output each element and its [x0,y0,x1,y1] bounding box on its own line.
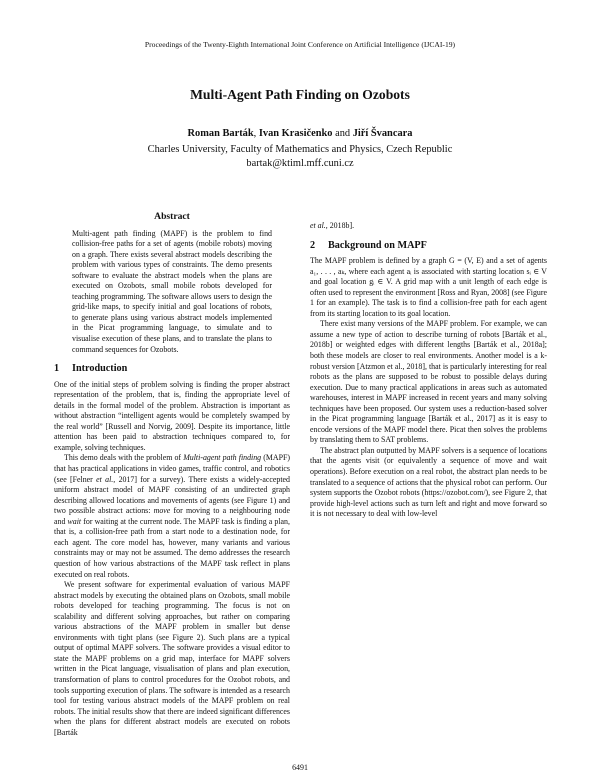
section-title: Introduction [72,363,128,375]
paper-title: Multi-Agent Path Finding on Ozobots [190,87,410,102]
paragraph: The abstract plan outputted by MAPF solvers is a sequence of locations that the agents visit (or equivalently a sequence of move and wait operations). Before execution on a real robot, the abstract plan needs to be translated to a sequence of actions that the physical robot can perform. Our system supports the Ozobot robots (https://ozobot.com/), see Figure 2, that provide high-level actions such as turn left and right and move forward so it is not necessary to deal with low-level [310,445,547,519]
section-heading [310,241,547,252]
abstract-heading: Abstract [154,211,190,222]
paragraph: We present software for experimental evaluation of various MAPF abstract models by executing the obtained plans on Ozobots, small mobile robots developed for teaching programming. The focus is not on scalability and different solving approaches, but rather on comparing various abstractions of the MAPF problem in smaller but dense environments with tight plans (see Figure 2). Such plans are a typical output of optimal MAPF solvers. The software provides a visual editor to state the MAPF problems on a grid map, interface for MAPF solvers written in the Picat language, visualisation of plans and plan execution, transformation of plans to control procedures for the Ozobot robots, and tools supporting execution of plans. The software is intended as a research tool for testing various abstract models of the MAPF problem on real robots. The initial results show that there are indeed significant differences when the plans for different abstract models are executed on robots [Barták [54,580,290,737]
page-number: 6491 [292,763,308,772]
paragraph: One of the initial steps of problem solving is finding the proper abstract representation of the problem, that is, finding the appropriate level of details in the formal model of the problem. Abstraction is important as without abstraction “intelligent agents would be completely swamped by the real world” [Russell and Norvig, 2009]. Despite its importance, little attention has been paid to abstraction techniques compared to, for example, solving techniques. [54,379,290,452]
paragraph: This demo deals with the problem of Multi-agent path finding (MAPF) that has practical applications in video games, traffic control, and robotics (see [Felner et al., 2017] for a survey). There exists a widely-accepted uniform abstract model of MAPF consisting of an undirected graph describing allowed locations and movements of agents (see Figure 1) and two possible abstract actions: move for moving to a neighbouring node and wait for waiting at the current node. The MAPF task is finding a plan, that is, a collision-free path from a start node to a destination node, for each agent. The core model has, however, many variants and various constraints may or may not be assumed. The demo addresses the research question of how various abstractions of the MAPF task reflect in plans executed on real robots. [54,453,291,579]
paragraph-continuation: et al., 2018b]. [310,221,355,230]
section-number: 2 [310,239,316,251]
affiliation-block [0,143,600,171]
paragraph: The MAPF problem is defined by a graph G = (V, E) and a set of agents a₁, . . . , aₖ, where each agent aᵢ is associated with starting location sᵢ ∈ V and goal location gᵢ ∈ V. A grid map with a unit length of each edge is often used to represent the environment [Ross and Ryan, 2008] (see Figure 1 for an example). The task is to find a collision-free path for each agent from its starting location to its goal location. [310,256,547,318]
abstract-text: Multi-agent path finding (MAPF) is the problem to find collision-free paths for a set of agents (mobile robots) moving on a graph. There exists several abstract models describing the problem with various types of constraints. The demo presents software to evaluate the abstract models when the plans are executed on Ozobots, small mobile robots developed for teaching programming. The software allows users to design the grid-like maps, to specify initial and goal locations of robots, to generate plans using various abstract models implemented in the Picat programming language, to simulate and to visualise execution of these plans, and to translate the plans to command sequences for Ozobots. [72,228,272,354]
section-heading [54,364,290,375]
author-line: Roman Barták, Ivan Krasičenko and Jiří Švancara [187,128,413,139]
left-column [54,212,290,738]
email: bartak@ktiml.mff.cuni.cz [246,158,354,169]
affiliation: Charles University, Faculty of Mathematics and Physics, Czech Republic [147,144,453,155]
author-name: Roman Barták [187,128,254,139]
author-conjunction: and [335,128,351,139]
section-title: Background on MAPF [328,239,427,251]
author-name: Ivan Krasičenko [258,128,333,139]
paragraph: There exist many versions of the MAPF problem. For example, we can assume a new type of action to describe turning of robots [Barták et al., 2018b] or weighted edges with different lengths [Barták et al., 2018a]; both these models are closer to real environments. Another model is a k-robust version [Atzmon et al., 2018], that is particularly interesting for real robots as the plans are supposed to be robust to possible delays during execution. Due to many practical applications in areas such as automated warehouses, interest in MAPF increased in recent years and many solving techniques have been proposed. Our system uses a reduction-based solver in the Picat programming language [Barták et al., 2017] as it is easy to encode versions of the MAPF model there. Picat then solves the problems by translating them to SAT problems. [310,319,547,445]
proceedings-header: Proceedings of the Twenty-Eighth International Joint Conference on Artificial Intelligence (IJCAI-19) [144,40,456,49]
author-name: Jiří Švancara [352,128,413,139]
right-column [310,221,547,520]
section-number: 1 [54,363,60,375]
